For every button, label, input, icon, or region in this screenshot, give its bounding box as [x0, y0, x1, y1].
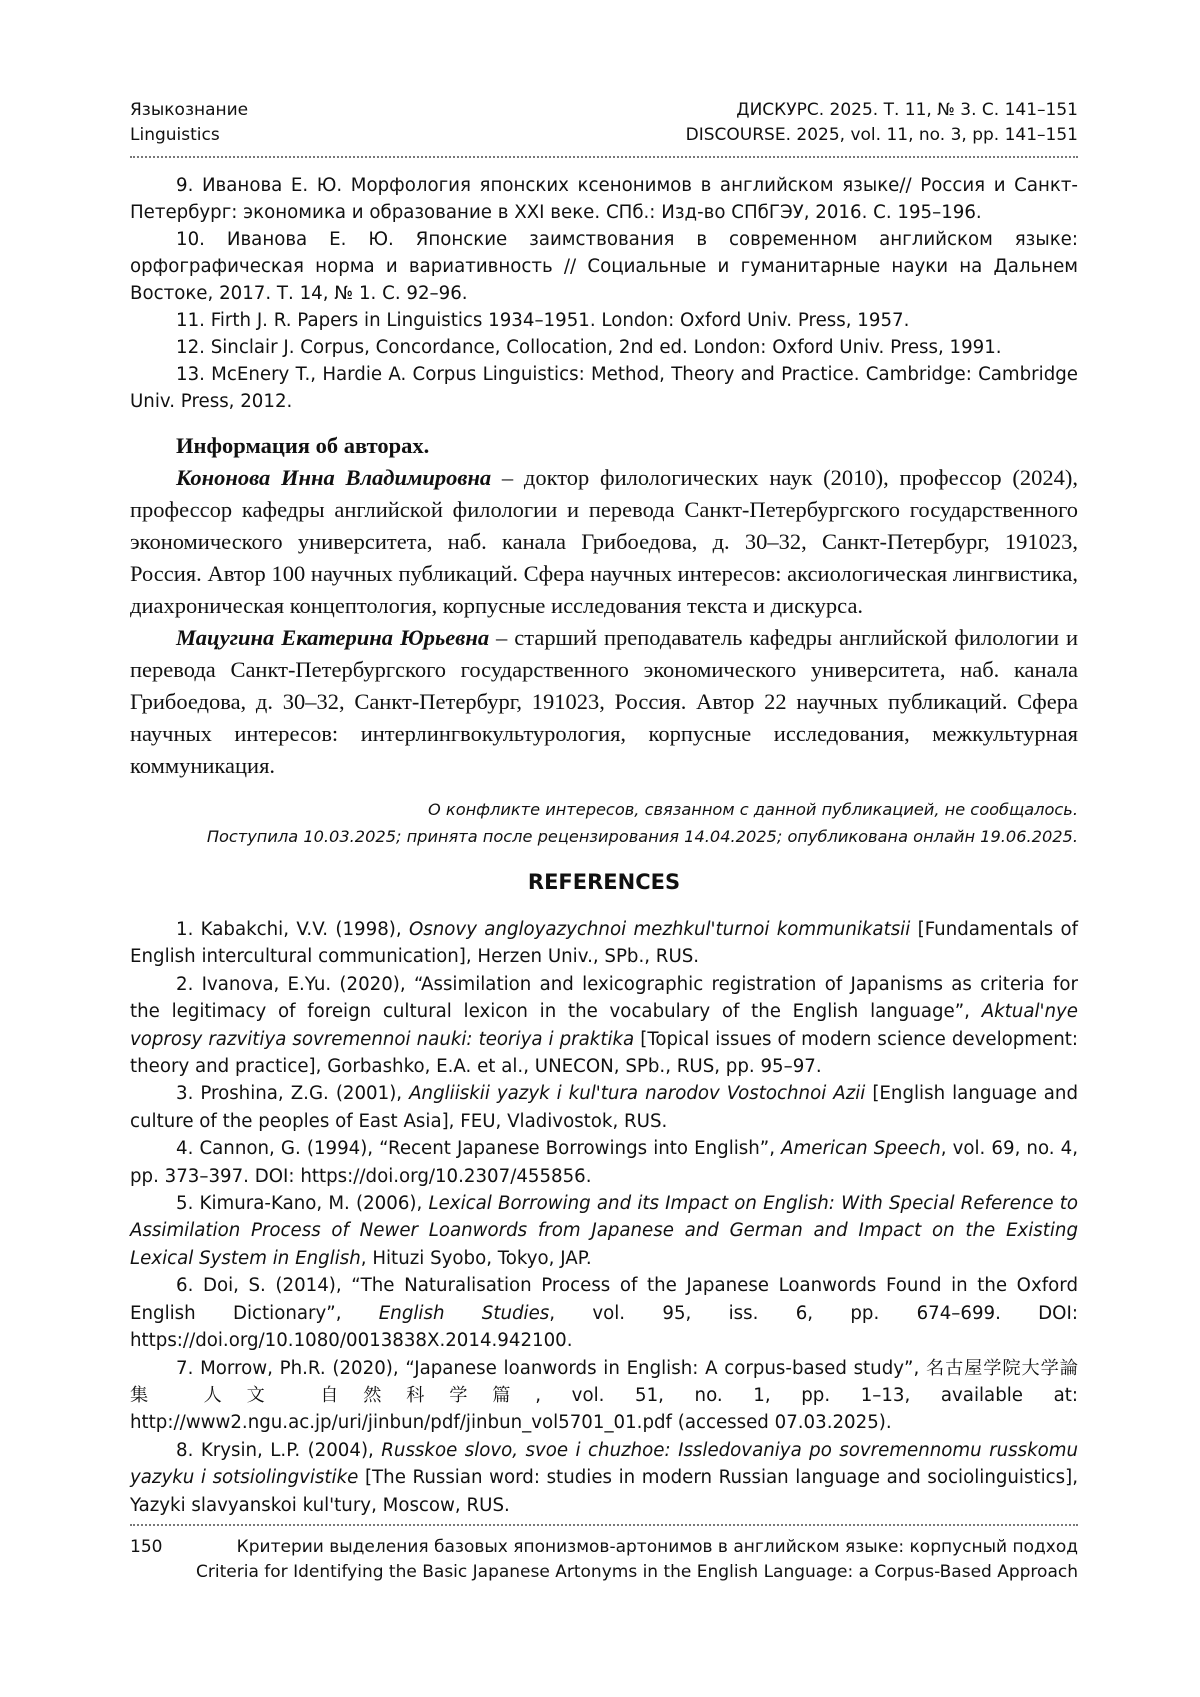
reference-text: 6. Doi, S. (2014), “The Naturalisation Process of the Japanese Loanwords Found in the Oxford English Dictionary”,: [130, 1275, 1078, 1324]
reference-text: 3. Proshina, Z.G. (2001),: [176, 1083, 410, 1105]
reference-item: 12. Sinclair J. Corpus, Concordance, Collocation, 2nd ed. London: Oxford Univ. Press, 1991.: [176, 337, 1002, 358]
reference-item: [130, 1355, 1078, 1437]
reference-item: [130, 1190, 1078, 1272]
reference-item: [130, 1272, 1078, 1354]
reference-text: [Topical issues of modern science development: theory and practice], Gorbashko, E.A. et al., UNECON, SPb., RUS, pp. 95–97.: [130, 1028, 1078, 1078]
reference-item: [130, 1080, 1078, 1135]
reference-item: 13. McEnery T., Hardie A. Corpus Linguistics: Method, Theory and Practice. Cambridge: Cambridge Univ. Press, 2012.: [130, 364, 1078, 412]
header-journal-ru: ДИСКУРС. 2025. Т. 11, № 3. С. 141–151: [736, 100, 1078, 120]
reference-text: 4. Cannon, G. (1994), “Recent Japanese Borrowings into English”,: [176, 1138, 782, 1160]
reference-title: Osnovy angloyazychnoi mezhkul'turnoi kommunikatsii: [408, 919, 911, 940]
page-number: 150: [130, 1537, 163, 1557]
reference-text: 7. Morrow, Ph.R. (2020), “Japanese loanwords in English: A corpus-based study”, 名古屋学院大学論集 人文 自然科学篇, vol. 51, no. 1, pp. 1–13, available at: http://www2.ngu.ac.jp/uri/jinbun/pdf/jinbun_vol5701_01.pdf (accessed 07.03.2025).: [130, 1357, 1078, 1434]
reference-item: 10. Иванова Е. Ю. Японские заимствования в современном английском языке: орфографическая норма и вариативность // Социальные и гуманитарные науки на Дальнем Востоке, 2017. Т. 14, № 1. С. 92–96.: [130, 229, 1078, 304]
header-journal-en: DISCOURSE. 2025, vol. 11, no. 3, pp. 141–151: [685, 125, 1078, 145]
reference-text: [The Russian word: studies in modern Russian language and sociolinguistics], Yazyki slavyanskoi kul'tury, Moscow, RUS.: [130, 1467, 1078, 1516]
footer-title-en: Criteria for Identifying the Basic Japanese Artonyms in the English Language: a Corpus-Based Approach: [196, 1562, 1078, 1582]
english-reference-list: [130, 916, 1078, 1519]
reference-text: 1. Kabakchi, V.V. (1998),: [176, 919, 409, 940]
header-divider: [130, 156, 1078, 158]
author-entry: [130, 462, 1078, 622]
reference-text: 8. Krysin, L.P. (2004),: [176, 1439, 382, 1461]
reference-text: , vol. 69, no. 4, pp. 373–397. DOI: https://doi.org/10.2307/455856.: [130, 1138, 1078, 1187]
header-section-en: Linguistics: [130, 125, 220, 145]
reference-title: English Studies: [378, 1302, 550, 1324]
footer-divider: [130, 1524, 1078, 1526]
author-name: Кононова Инна Владимировна: [176, 465, 492, 490]
reference-text: , vol. 95, iss. 6, pp. 674–699. DOI: https://doi.org/10.1080/0013838X.2014.942100.: [130, 1302, 1078, 1352]
author-bio: – доктор филологических наук (2010), профессор (2024), профессор кафедры английской филологии и перевода Санкт-Петербургского государственного экономического университета, наб. канала Грибоедова, д. 30–32, Санкт-Петербург, 191023, Россия. Автор 100 научных публикаций. Сфера научных интересов: аксиологическая лингвистика, диахроническая концептология, корпусные исследования текста и дискурса.: [130, 465, 1078, 618]
footer-title-ru: Критерии выделения базовых японизмов-артонимов в английском языке: корпусный подход: [236, 1537, 1078, 1557]
reference-item: [130, 916, 1078, 971]
reference-text: [English language and culture of the peoples of East Asia], FEU, Vladivostok, RUS.: [130, 1083, 1078, 1132]
author-bio: – старший преподаватель кафедры английской филологии и перевода Санкт-Петербургского государственного экономического университета, наб. канала Грибоедова, д. 30–32, Санкт-Петербург, 191023, Россия. Автор 22 научных публикаций. Сфера научных интересов: интерлингвокультурология, корпусные исследования, межкультурная коммуникация.: [130, 625, 1078, 778]
reference-title: Aktual'nye voprosy razvitiya sovremennoi nauki: teoriya i praktika: [130, 1001, 1078, 1050]
reference-item: 11. Firth J. R. Papers in Linguistics 1934–1951. London: Oxford Univ. Press, 1957.: [176, 310, 910, 331]
running-footer: [130, 1535, 1078, 1585]
reference-item: [130, 1135, 1078, 1190]
authors-heading: Информация об авторах.: [176, 433, 430, 458]
publication-notes: [130, 796, 1078, 850]
reference-item: [130, 971, 1078, 1081]
reference-title: American Speech: [781, 1138, 941, 1160]
reference-text: 5. Kimura-Kano, M. (2006),: [176, 1193, 429, 1215]
russian-reference-list: [130, 172, 1078, 415]
conflict-of-interest-note: О конфликте интересов, связанном с данной публикацией, не сообщалось.: [428, 800, 1078, 819]
reference-title: Lexical Borrowing and its Impact on English: With Special Reference to Assimilation Process of Newer Loanwords from Japanese and German and Impact on the Existing Lexical System in English: [130, 1193, 1079, 1269]
reference-title: Russkoe slovo, svoe i chuzhoe: Issledovaniya po sovremennomu russkomu yazyku i sotsiolingvistike: [130, 1439, 1078, 1489]
reference-text: , Hituzi Syobo, Tokyo, JAP.: [360, 1247, 592, 1269]
references-heading: REFERENCES: [527, 870, 681, 894]
header-section-ru: Языкознание: [130, 100, 249, 120]
author-entry: [130, 622, 1078, 782]
reference-item: 9. Иванова Е. Ю. Морфология японских ксенонимов в английском языке// Россия и Санкт-Петербург: экономика и образование в XXI веке. СПб.: Изд-во СПбГЭУ, 2016. С. 195–196.: [130, 175, 1078, 223]
publication-dates: Поступила 10.03.2025; принята после рецензирования 14.04.2025; опубликована онлайн 19.06.2025.: [206, 827, 1078, 846]
running-header: [130, 98, 1078, 148]
reference-text: [Fundamentals of English intercultural communication], Herzen Univ., SPb., RUS.: [130, 919, 1079, 968]
author-information: [130, 430, 1078, 782]
reference-title: Angliiskii yazyk i kul'tura narodov Vostochnoi Azii: [409, 1083, 866, 1105]
reference-text: 2. Ivanova, E.Yu. (2020), “Assimilation and lexicographic registration of Japanisms as criteria for the legitimacy of foreign cultural lexicon in the vocabulary of the English language”,: [130, 973, 1078, 1023]
reference-item: [130, 1437, 1078, 1519]
author-name: Мацугина Екатерина Юрьевна: [176, 625, 490, 650]
